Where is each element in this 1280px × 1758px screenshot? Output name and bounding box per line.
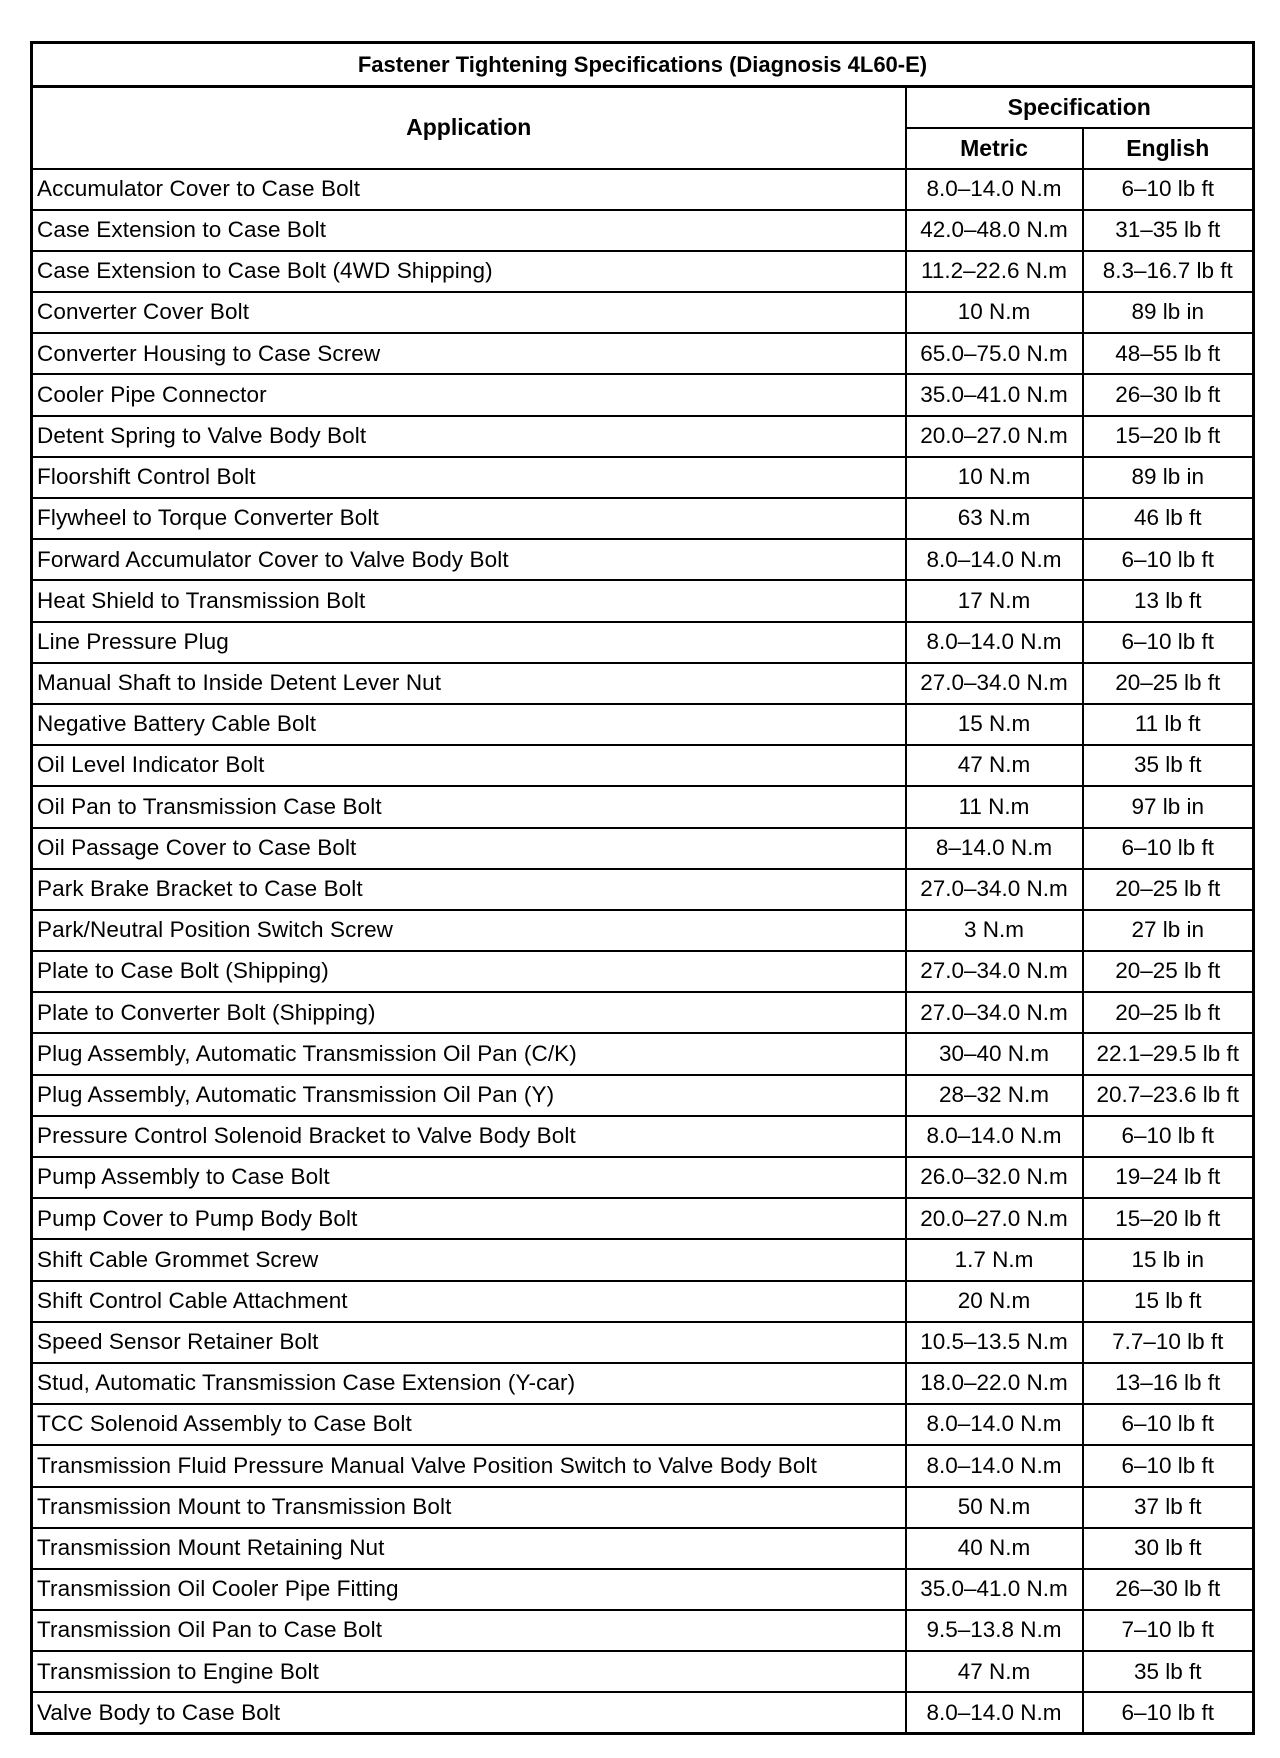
english-cell: 15–20 lb ft [1083, 1198, 1254, 1239]
english-cell: 6–10 lb ft [1083, 169, 1254, 210]
table-row [32, 1363, 1254, 1404]
metric-cell: 20.0–27.0 N.m [906, 416, 1083, 457]
metric-cell: 8.0–14.0 N.m [906, 1404, 1083, 1445]
table-row [32, 210, 1254, 251]
table-row [32, 786, 1254, 827]
english-cell: 48–55 lb ft [1083, 333, 1254, 374]
english-cell: 46 lb ft [1083, 498, 1254, 539]
table-row [32, 828, 1254, 869]
application-cell: Transmission Fluid Pressure Manual Valve Position Switch to Valve Body Bolt [32, 1445, 906, 1486]
english-cell: 6–10 lb ft [1083, 828, 1254, 869]
english-cell: 6–10 lb ft [1083, 1404, 1254, 1445]
application-cell: Floorshift Control Bolt [32, 457, 906, 498]
metric-cell: 8.0–14.0 N.m [906, 1116, 1083, 1157]
english-cell: 7.7–10 lb ft [1083, 1322, 1254, 1363]
application-cell: Converter Housing to Case Screw [32, 333, 906, 374]
english-cell: 20–25 lb ft [1083, 663, 1254, 704]
table-row [32, 1281, 1254, 1322]
application-cell: Oil Level Indicator Bolt [32, 745, 906, 786]
fastener-spec-table [30, 41, 1255, 1735]
table-row [32, 1445, 1254, 1486]
metric-header: Metric [906, 128, 1083, 169]
application-cell: Pump Cover to Pump Body Bolt [32, 1198, 906, 1239]
metric-cell: 15 N.m [906, 704, 1083, 745]
application-cell: Stud, Automatic Transmission Case Extension (Y-car) [32, 1363, 906, 1404]
english-cell: 15 lb in [1083, 1239, 1254, 1280]
application-cell: Cooler Pipe Connector [32, 374, 906, 415]
metric-cell: 20.0–27.0 N.m [906, 1198, 1083, 1239]
metric-cell: 63 N.m [906, 498, 1083, 539]
application-cell: Accumulator Cover to Case Bolt [32, 169, 906, 210]
table-row [32, 292, 1254, 333]
metric-cell: 3 N.m [906, 910, 1083, 951]
application-cell: Detent Spring to Valve Body Bolt [32, 416, 906, 457]
metric-cell: 26.0–32.0 N.m [906, 1157, 1083, 1198]
table-row [32, 1692, 1254, 1733]
table-row [32, 622, 1254, 663]
metric-cell: 47 N.m [906, 1651, 1083, 1692]
english-cell: 19–24 lb ft [1083, 1157, 1254, 1198]
application-cell: Forward Accumulator Cover to Valve Body Bolt [32, 539, 906, 580]
english-cell: 26–30 lb ft [1083, 1569, 1254, 1610]
table-row [32, 333, 1254, 374]
english-header: English [1083, 128, 1254, 169]
english-cell: 6–10 lb ft [1083, 539, 1254, 580]
metric-cell: 9.5–13.8 N.m [906, 1610, 1083, 1651]
metric-cell: 10 N.m [906, 292, 1083, 333]
application-cell: TCC Solenoid Assembly to Case Bolt [32, 1404, 906, 1445]
table-row [32, 580, 1254, 621]
application-cell: Plug Assembly, Automatic Transmission Oil Pan (Y) [32, 1075, 906, 1116]
application-header: Application [32, 87, 906, 169]
application-cell: Transmission to Engine Bolt [32, 1651, 906, 1692]
table-row [32, 992, 1254, 1033]
english-cell: 15 lb ft [1083, 1281, 1254, 1322]
table-row [32, 869, 1254, 910]
application-cell: Converter Cover Bolt [32, 292, 906, 333]
specification-header: Specification [906, 87, 1254, 128]
table-row [32, 1075, 1254, 1116]
english-cell: 8.3–16.7 lb ft [1083, 251, 1254, 292]
application-cell: Speed Sensor Retainer Bolt [32, 1322, 906, 1363]
table-head [32, 43, 1254, 169]
application-cell: Transmission Mount to Transmission Bolt [32, 1487, 906, 1528]
table-row [32, 539, 1254, 580]
table-row [32, 1404, 1254, 1445]
english-cell: 31–35 lb ft [1083, 210, 1254, 251]
metric-cell: 8.0–14.0 N.m [906, 169, 1083, 210]
table-row [32, 169, 1254, 210]
application-cell: Negative Battery Cable Bolt [32, 704, 906, 745]
application-cell: Transmission Mount Retaining Nut [32, 1528, 906, 1569]
english-cell: 20–25 lb ft [1083, 992, 1254, 1033]
english-cell: 6–10 lb ft [1083, 1692, 1254, 1733]
metric-cell: 11 N.m [906, 786, 1083, 827]
metric-cell: 35.0–41.0 N.m [906, 374, 1083, 415]
metric-cell: 27.0–34.0 N.m [906, 663, 1083, 704]
metric-cell: 27.0–34.0 N.m [906, 951, 1083, 992]
table-row [32, 704, 1254, 745]
table-row [32, 1033, 1254, 1074]
metric-cell: 10.5–13.5 N.m [906, 1322, 1083, 1363]
metric-cell: 50 N.m [906, 1487, 1083, 1528]
metric-cell: 65.0–75.0 N.m [906, 333, 1083, 374]
table-title-row [32, 43, 1254, 87]
english-cell: 22.1–29.5 lb ft [1083, 1033, 1254, 1074]
application-cell: Pressure Control Solenoid Bracket to Valve Body Bolt [32, 1116, 906, 1157]
english-cell: 20–25 lb ft [1083, 869, 1254, 910]
application-cell: Manual Shaft to Inside Detent Lever Nut [32, 663, 906, 704]
table-row [32, 498, 1254, 539]
metric-cell: 35.0–41.0 N.m [906, 1569, 1083, 1610]
metric-cell: 8.0–14.0 N.m [906, 1445, 1083, 1486]
metric-cell: 27.0–34.0 N.m [906, 869, 1083, 910]
english-cell: 35 lb ft [1083, 745, 1254, 786]
english-cell: 7–10 lb ft [1083, 1610, 1254, 1651]
english-cell: 97 lb in [1083, 786, 1254, 827]
english-cell: 35 lb ft [1083, 1651, 1254, 1692]
metric-cell: 30–40 N.m [906, 1033, 1083, 1074]
english-cell: 26–30 lb ft [1083, 374, 1254, 415]
english-cell: 13 lb ft [1083, 580, 1254, 621]
metric-cell: 18.0–22.0 N.m [906, 1363, 1083, 1404]
table-row [32, 663, 1254, 704]
application-cell: Oil Pan to Transmission Case Bolt [32, 786, 906, 827]
application-cell: Valve Body to Case Bolt [32, 1692, 906, 1733]
metric-cell: 28–32 N.m [906, 1075, 1083, 1116]
metric-cell: 40 N.m [906, 1528, 1083, 1569]
english-cell: 13–16 lb ft [1083, 1363, 1254, 1404]
table-row [32, 416, 1254, 457]
table-body [32, 169, 1254, 1734]
application-cell: Case Extension to Case Bolt (4WD Shipping) [32, 251, 906, 292]
english-cell: 89 lb in [1083, 292, 1254, 333]
metric-cell: 47 N.m [906, 745, 1083, 786]
application-cell: Park/Neutral Position Switch Screw [32, 910, 906, 951]
english-cell: 89 lb in [1083, 457, 1254, 498]
application-cell: Line Pressure Plug [32, 622, 906, 663]
english-cell: 20.7–23.6 lb ft [1083, 1075, 1254, 1116]
application-cell: Pump Assembly to Case Bolt [32, 1157, 906, 1198]
application-cell: Plate to Case Bolt (Shipping) [32, 951, 906, 992]
english-cell: 30 lb ft [1083, 1528, 1254, 1569]
application-cell: Plug Assembly, Automatic Transmission Oil Pan (C/K) [32, 1033, 906, 1074]
english-cell: 20–25 lb ft [1083, 951, 1254, 992]
table-row [32, 374, 1254, 415]
metric-cell: 8.0–14.0 N.m [906, 1692, 1083, 1733]
table-row [32, 1651, 1254, 1692]
application-cell: Heat Shield to Transmission Bolt [32, 580, 906, 621]
table-row [32, 1239, 1254, 1280]
table-row [32, 1116, 1254, 1157]
application-cell: Transmission Oil Cooler Pipe Fitting [32, 1569, 906, 1610]
table-row [32, 1569, 1254, 1610]
table-row [32, 1610, 1254, 1651]
application-cell: Case Extension to Case Bolt [32, 210, 906, 251]
table-row [32, 251, 1254, 292]
english-cell: 27 lb in [1083, 910, 1254, 951]
table-row [32, 951, 1254, 992]
application-cell: Flywheel to Torque Converter Bolt [32, 498, 906, 539]
application-cell: Plate to Converter Bolt (Shipping) [32, 992, 906, 1033]
english-cell: 6–10 lb ft [1083, 1116, 1254, 1157]
metric-cell: 27.0–34.0 N.m [906, 992, 1083, 1033]
metric-cell: 8–14.0 N.m [906, 828, 1083, 869]
english-cell: 6–10 lb ft [1083, 622, 1254, 663]
metric-cell: 10 N.m [906, 457, 1083, 498]
metric-cell: 8.0–14.0 N.m [906, 539, 1083, 580]
metric-cell: 8.0–14.0 N.m [906, 622, 1083, 663]
header-row-1 [32, 87, 1254, 128]
metric-cell: 20 N.m [906, 1281, 1083, 1322]
table-row [32, 1322, 1254, 1363]
english-cell: 11 lb ft [1083, 704, 1254, 745]
metric-cell: 42.0–48.0 N.m [906, 210, 1083, 251]
table-row [32, 1157, 1254, 1198]
metric-cell: 1.7 N.m [906, 1239, 1083, 1280]
table-row [32, 745, 1254, 786]
table-row [32, 1487, 1254, 1528]
application-cell: Shift Control Cable Attachment [32, 1281, 906, 1322]
metric-cell: 11.2–22.6 N.m [906, 251, 1083, 292]
table-row [32, 1198, 1254, 1239]
table-row [32, 1528, 1254, 1569]
application-cell: Transmission Oil Pan to Case Bolt [32, 1610, 906, 1651]
english-cell: 6–10 lb ft [1083, 1445, 1254, 1486]
application-cell: Shift Cable Grommet Screw [32, 1239, 906, 1280]
table-row [32, 910, 1254, 951]
application-cell: Oil Passage Cover to Case Bolt [32, 828, 906, 869]
table-title: Fastener Tightening Specifications (Diagnosis 4L60-E) [32, 43, 1254, 87]
table-row [32, 457, 1254, 498]
english-cell: 15–20 lb ft [1083, 416, 1254, 457]
metric-cell: 17 N.m [906, 580, 1083, 621]
application-cell: Park Brake Bracket to Case Bolt [32, 869, 906, 910]
english-cell: 37 lb ft [1083, 1487, 1254, 1528]
